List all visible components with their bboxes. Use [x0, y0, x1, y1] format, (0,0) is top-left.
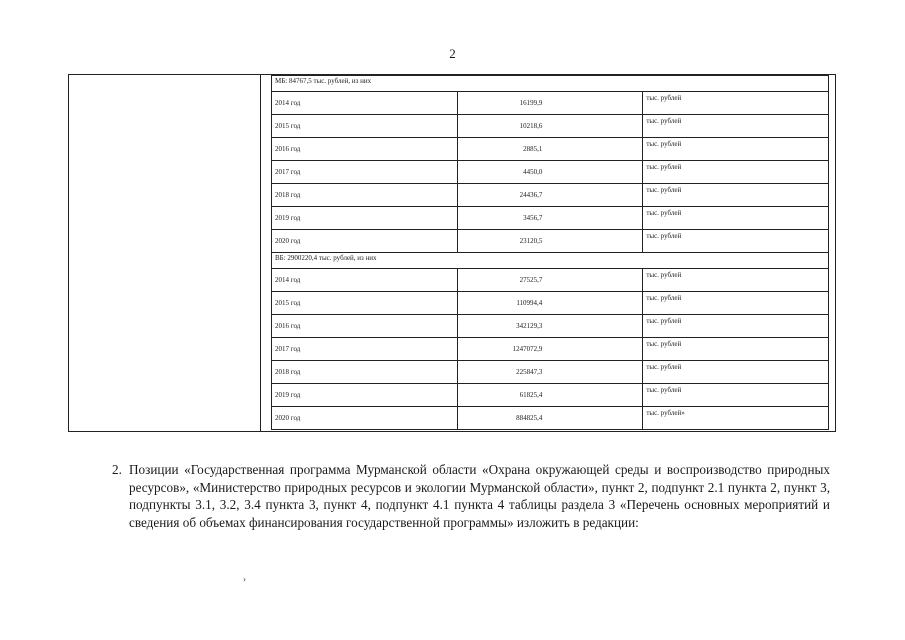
unit-cell: тыс. рублей: [643, 384, 829, 407]
group-header: ВБ: 2900220,4 тыс. рублей, из них: [272, 253, 829, 269]
group-header-row: [272, 76, 829, 92]
unit-cell: тыс. рублей: [643, 207, 829, 230]
unit-cell: тыс. рублей: [643, 138, 829, 161]
year-cell: 2018 год: [272, 184, 458, 207]
table-row: [272, 315, 829, 338]
value-cell: 225847,3: [457, 361, 643, 384]
unit-cell: тыс. рублей: [643, 184, 829, 207]
empty-left-column: [69, 75, 261, 431]
page-number: 2: [449, 46, 456, 61]
year-cell: 2020 год: [272, 407, 458, 430]
value-cell: 884825,4: [457, 407, 643, 430]
unit-cell: тыс. рублей»: [643, 407, 829, 430]
year-cell: 2018 год: [272, 361, 458, 384]
paragraph-number: 2.: [112, 462, 122, 477]
unit-cell: тыс. рублей: [643, 230, 829, 253]
financing-table: [68, 74, 836, 432]
unit-cell: тыс. рублей: [643, 338, 829, 361]
value-cell: 2885,1: [457, 138, 643, 161]
table-row: [272, 292, 829, 315]
value-cell: 27525,7: [457, 269, 643, 292]
group-header-row: [272, 253, 829, 269]
unit-cell: тыс. рублей: [643, 269, 829, 292]
value-cell: 1247072,9: [457, 338, 643, 361]
value-cell: 16199,9: [457, 92, 643, 115]
table-row: [272, 184, 829, 207]
table-row: [272, 138, 829, 161]
value-cell: 4450,0: [457, 161, 643, 184]
table-row: [272, 407, 829, 430]
year-cell: 2019 год: [272, 384, 458, 407]
year-cell: 2015 год: [272, 115, 458, 138]
scan-speck: ›: [243, 574, 246, 584]
year-cell: 2014 год: [272, 269, 458, 292]
value-cell: 110994,4: [457, 292, 643, 315]
unit-cell: тыс. рублей: [643, 161, 829, 184]
year-cell: 2016 год: [272, 315, 458, 338]
table-row: [272, 115, 829, 138]
unit-cell: тыс. рублей: [643, 361, 829, 384]
year-cell: 2020 год: [272, 230, 458, 253]
value-cell: 24436,7: [457, 184, 643, 207]
amendment-paragraph: [112, 461, 830, 531]
year-cell: 2015 год: [272, 292, 458, 315]
table-row: [272, 207, 829, 230]
table-row: [272, 92, 829, 115]
value-cell: 3456,7: [457, 207, 643, 230]
year-cell: 2017 год: [272, 338, 458, 361]
table-row: [272, 161, 829, 184]
table-row: [272, 361, 829, 384]
year-cell: 2016 год: [272, 138, 458, 161]
funding-grid: [271, 75, 829, 430]
value-cell: 23120,5: [457, 230, 643, 253]
value-cell: 61825,4: [457, 384, 643, 407]
year-cell: 2019 год: [272, 207, 458, 230]
unit-cell: тыс. рублей: [643, 315, 829, 338]
table-row: [272, 230, 829, 253]
table-row: [272, 384, 829, 407]
year-cell: 2017 год: [272, 161, 458, 184]
paragraph-text: Позиции «Государственная программа Мурманской области «Охрана окружающей среды и воспроизводство природных ресурсов», «Министерство природных ресурсов и экологии Мурманской области», пункт 2, подпункт 2.1 пункта 2, пункт 3, подпункты 3.1, 3.2, 3.4 пункта 3, пункт 4, подпункт 4.1 пункта 4 таблицы раздела 3 «Перечень основных мероприятий и сведения об объемах финансирования государственной программы» изложить в редакции:: [129, 462, 830, 530]
unit-cell: тыс. рублей: [643, 92, 829, 115]
table-row: [272, 269, 829, 292]
unit-cell: тыс. рублей: [643, 115, 829, 138]
value-cell: 342129,3: [457, 315, 643, 338]
year-cell: 2014 год: [272, 92, 458, 115]
table-row: [272, 338, 829, 361]
unit-cell: тыс. рублей: [643, 292, 829, 315]
value-cell: 10218,6: [457, 115, 643, 138]
group-header: МБ: 84767,5 тыс. рублей, из них: [272, 76, 829, 92]
